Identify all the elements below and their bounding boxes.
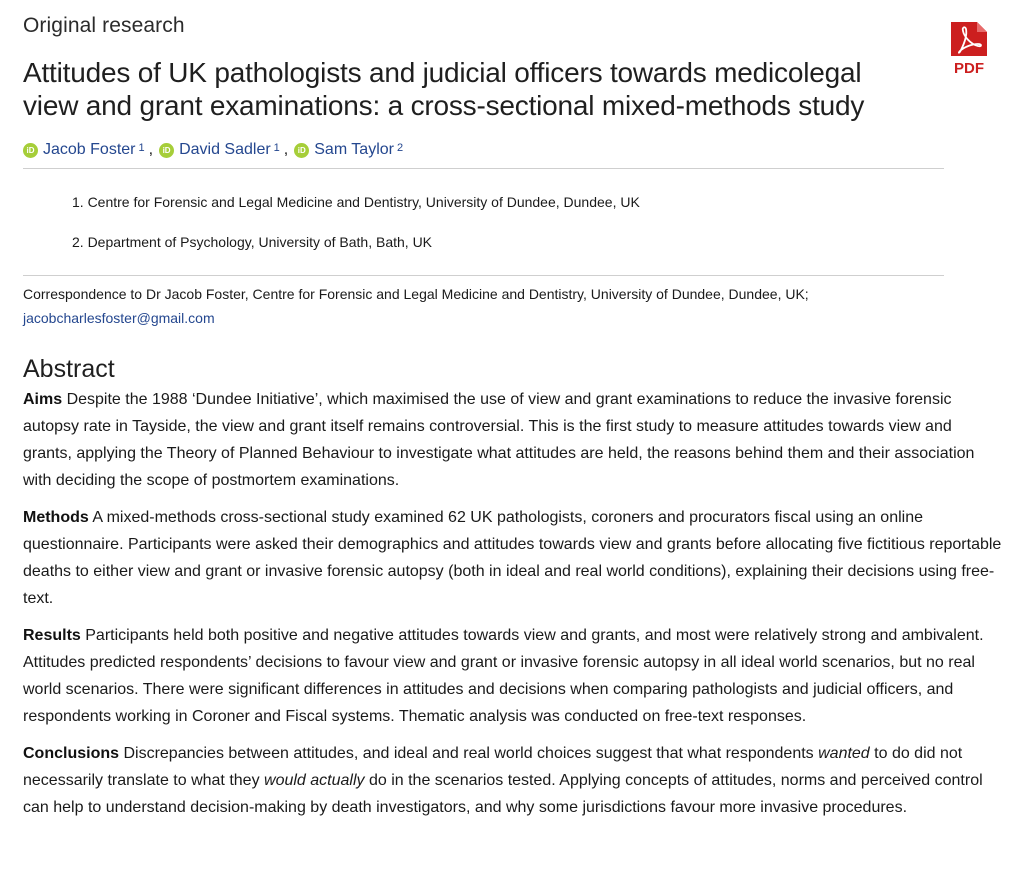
pdf-label: PDF (954, 60, 984, 77)
conclusions-emphasis: would actually (264, 772, 365, 789)
pdf-icon (949, 20, 989, 58)
affiliation-item: 2. Department of Psychology, University of Bath, Bath, UK (72, 234, 433, 250)
conclusions-emphasis: wanted (818, 745, 870, 762)
conclusions-text: to do did not necessarily translate to what they (23, 745, 963, 789)
correspondence-email-link[interactable]: jacobcharlesfoster@gmail.com (23, 310, 215, 326)
affiliation-item: 1. Centre for Forensic and Legal Medicine and Dentistry, University of Dundee, Dundee, UK (72, 194, 640, 210)
methods-label: Methods (23, 509, 89, 526)
abstract-body (23, 386, 1003, 831)
author-link-david-sadler[interactable] (159, 141, 280, 159)
author-link-jacob-foster[interactable] (23, 141, 145, 159)
abstract-conclusions (23, 740, 1003, 821)
divider (23, 275, 944, 276)
abstract-aims (23, 386, 1003, 494)
author-name: Jacob Foster (43, 141, 136, 158)
abstract-results (23, 622, 1003, 730)
conclusions-text: do in the scenarios tested. Applying concepts of attitudes, norms and perceived control can help to understand decision-making by death investigators, and why some jurisdictions favour more invasive procedures. (23, 772, 983, 816)
orcid-icon: iD (159, 143, 174, 158)
author-affiliation-ref: 2 (396, 142, 404, 154)
author-name: David Sadler (179, 141, 271, 158)
affiliation-list (72, 194, 640, 274)
abstract-heading: Abstract (23, 355, 115, 383)
author-link-sam-taylor[interactable] (294, 141, 403, 159)
article-type-label: Original research (23, 14, 185, 37)
conclusions-text: Discrepancies between attitudes, and ideal and real world choices suggest that what respondents (119, 745, 819, 762)
pdf-download-button[interactable] (949, 20, 989, 78)
results-text: Participants held both positive and negative attitudes towards view and grants, and most were relatively strong and ambivalent. Attitudes predicted respondents’ decisions to favour view and grant or invasive forensic autopsy in all ideal world scenarios, but no real world scenarios. There were significant differences in attitudes and decisions when comparing pathologists and judicial officers, and respondents working in Coroner and Fiscal systems. Thematic analysis was conducted on free-text responses. (23, 627, 984, 725)
author-separator: , (283, 141, 289, 158)
author-list (23, 141, 403, 159)
author-affiliation-ref: 1 (138, 142, 145, 154)
conclusions-label: Conclusions (23, 745, 120, 762)
author-separator: , (148, 141, 154, 158)
orcid-icon: iD (23, 143, 38, 158)
results-label: Results (23, 627, 81, 644)
divider (23, 168, 944, 169)
correspondence-block (23, 282, 983, 330)
correspondence-text: Correspondence to Dr Jacob Foster, Centre for Forensic and Legal Medicine and Dentistry, University of Dundee, Dundee, UK; (23, 286, 809, 302)
article-title: Attitudes of UK pathologists and judicial officers towards medicolegal view and grant examinations: a cross-sectional mixed-methods study (23, 57, 865, 121)
aims-text: Despite the 1988 ‘Dundee Initiative’, which maximised the use of view and grant examinations to reduce the invasive forensic autopsy rate in Tayside, the view and grant itself remains controversial. This is the first study to measure attitudes towards view and grants, applying the Theory of Planned Behaviour to investigate what attitudes are held, the reasons behind them and their association with deciding the scope of postmortem examinations. (23, 391, 975, 489)
orcid-icon: iD (294, 143, 309, 158)
author-affiliation-ref: 1 (273, 142, 280, 154)
author-name: Sam Taylor (314, 141, 394, 158)
abstract-methods (23, 504, 1003, 612)
methods-text: A mixed-methods cross-sectional study examined 62 UK pathologists, coroners and procurators fiscal using an online questionnaire. Participants were asked their demographics and attitudes towards view and grants before allocating five fictitious reportable deaths to either view and grant or invasive forensic autopsy (both in ideal and real world conditions), explaining their decisions using free-text. (23, 509, 1002, 607)
aims-label: Aims (23, 391, 63, 408)
